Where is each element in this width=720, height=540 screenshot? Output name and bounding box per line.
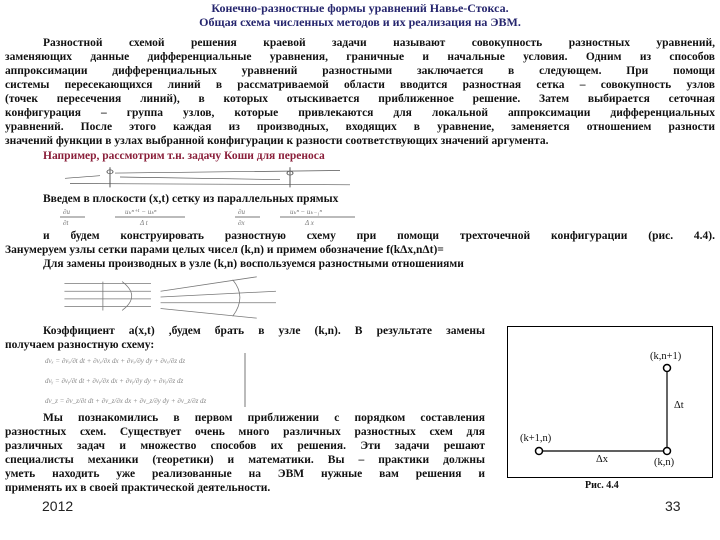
text-line: применять их в своей практической деятельности. (5, 482, 271, 494)
text-line: Разностной схемой решения краевой задачи называют совокупность разностных уравнений, (43, 37, 715, 49)
node-k-n (664, 448, 671, 455)
text-line: конфигурация – группа узлов, которые привлекаются для локальной аппроксимации дифференциальных (5, 107, 715, 119)
figure-4-4 (507, 326, 713, 478)
svg-text:∂u: ∂u (238, 208, 245, 216)
node-k-n-plus-1 (664, 365, 671, 372)
text-line: заменяющих данные дифференциальные уравнения, граничные и начальные условия. Одним из способов (5, 51, 715, 63)
text-line: уравнений. После этого каждая из производных, входящих в уравнение, заменяется отношением разности (5, 121, 715, 133)
title-line-2: Общая схема численных методов и их реализация на ЭВМ. (199, 15, 521, 29)
text-line: специалисты механики (теоретики) и математики. Вы – практики должны (5, 454, 485, 466)
text-line: различных задач и множество способов их решения. Эти задачи решают (5, 440, 485, 452)
svg-text:dvₓ = ∂vₓ/∂t dt + ∂vₓ/∂x dx +: dvₓ = ∂vₓ/∂t dt + ∂vₓ/∂x dx + ∂vₓ/∂y dy + ∂vₓ/∂z dz (45, 357, 186, 365)
text-line: уметь находить уже реализованные на ЭВМ нужные вам решения и (5, 468, 485, 480)
flow-sketches-figure (60, 272, 290, 322)
text-line: аппроксимации дифференциальных уравнений разностными заключается в следующем. При помощи (5, 65, 715, 77)
text-line: Коэффициент a(x,t) ,будем брать в узле (k,n). В результате замены (43, 325, 485, 337)
figure-caption: Рис. 4.4 (585, 480, 619, 491)
svg-text:uₖⁿ⁺¹ − uₖⁿ: uₖⁿ⁺¹ − uₖⁿ (125, 208, 157, 216)
difference-scheme-formulas-image (40, 353, 255, 409)
title-line-1: Конечно-разностные формы уравнений Навье-Стокса. (211, 1, 509, 15)
svg-text:uₖⁿ − uₖ₋₁ⁿ: uₖⁿ − uₖ₋₁ⁿ (290, 208, 322, 216)
text-line: Занумеруем узлы сетки парами целых чисел (k,n) и примем обозначение f(kΔx,nΔt)= (5, 244, 444, 256)
label-dt: Δt (674, 400, 684, 411)
text-line: Для замены производных в узле (k,n) воспользуемся разностными отношениями (43, 258, 464, 270)
text-line: значений функции в узлах выбранной конфигурации к разности соответствующих значений аргумента. (5, 135, 549, 147)
example-heading: Например, рассмотрим т.н. задачу Коши для переноса (43, 150, 325, 162)
text-line: получаем разностную схему: (5, 339, 155, 351)
node-k-plus-1-n (536, 448, 543, 455)
label-node-left: (k+1,n) (520, 433, 552, 444)
text-line: системы пересекающихся линий в рассматриваемой области вводится разностная сетка – совокупность узлов (5, 79, 715, 91)
svg-text:Δ x: Δ x (305, 219, 314, 227)
svg-text:∂x: ∂x (238, 219, 245, 227)
text-line: Мы познакомились в первом приближении с порядком составления (43, 412, 485, 424)
svg-text:Δ t: Δ t (140, 219, 148, 227)
text-line: разностных схем. Существует очень много различных разностных схем для (5, 426, 485, 438)
label-dx: Δx (596, 454, 609, 465)
label-node-origin: (k,n) (654, 457, 675, 468)
svg-text:dvᵧ = ∂vᵧ/∂t dt + ∂vᵧ/∂x dx +: dvᵧ = ∂vᵧ/∂t dt + ∂vᵧ/∂x dx + ∂vᵧ/∂y dy + ∂vᵧ/∂z dz (45, 377, 184, 385)
text-line: и будем конструировать разностную схему при помощи трехточечной конфигурации (рис. 4.4). (43, 230, 715, 242)
svg-text:∂t: ∂t (63, 219, 69, 227)
svg-text:∂u: ∂u (63, 208, 70, 216)
grid-intro: Введем в плоскости (x,t) сетку из параллельных прямых (43, 193, 339, 205)
transport-sketch-figure (60, 164, 360, 190)
svg-text:dv_z = ∂v_z/∂t dt + ∂v_z/∂x dx: dv_z = ∂v_z/∂t dt + ∂v_z/∂x dx + ∂v_z/∂y dy + ∂v_z/∂z dz (45, 397, 207, 405)
text-line: (точек пересечения линий), в которых отыскивается приближенное решение. Затем выбирается сеточная (5, 93, 715, 105)
page-number: 33 (665, 498, 681, 514)
footer-year: 2012 (42, 498, 74, 514)
derivative-formulas-image (55, 207, 415, 227)
label-node-top: (k,n+1) (650, 351, 682, 362)
